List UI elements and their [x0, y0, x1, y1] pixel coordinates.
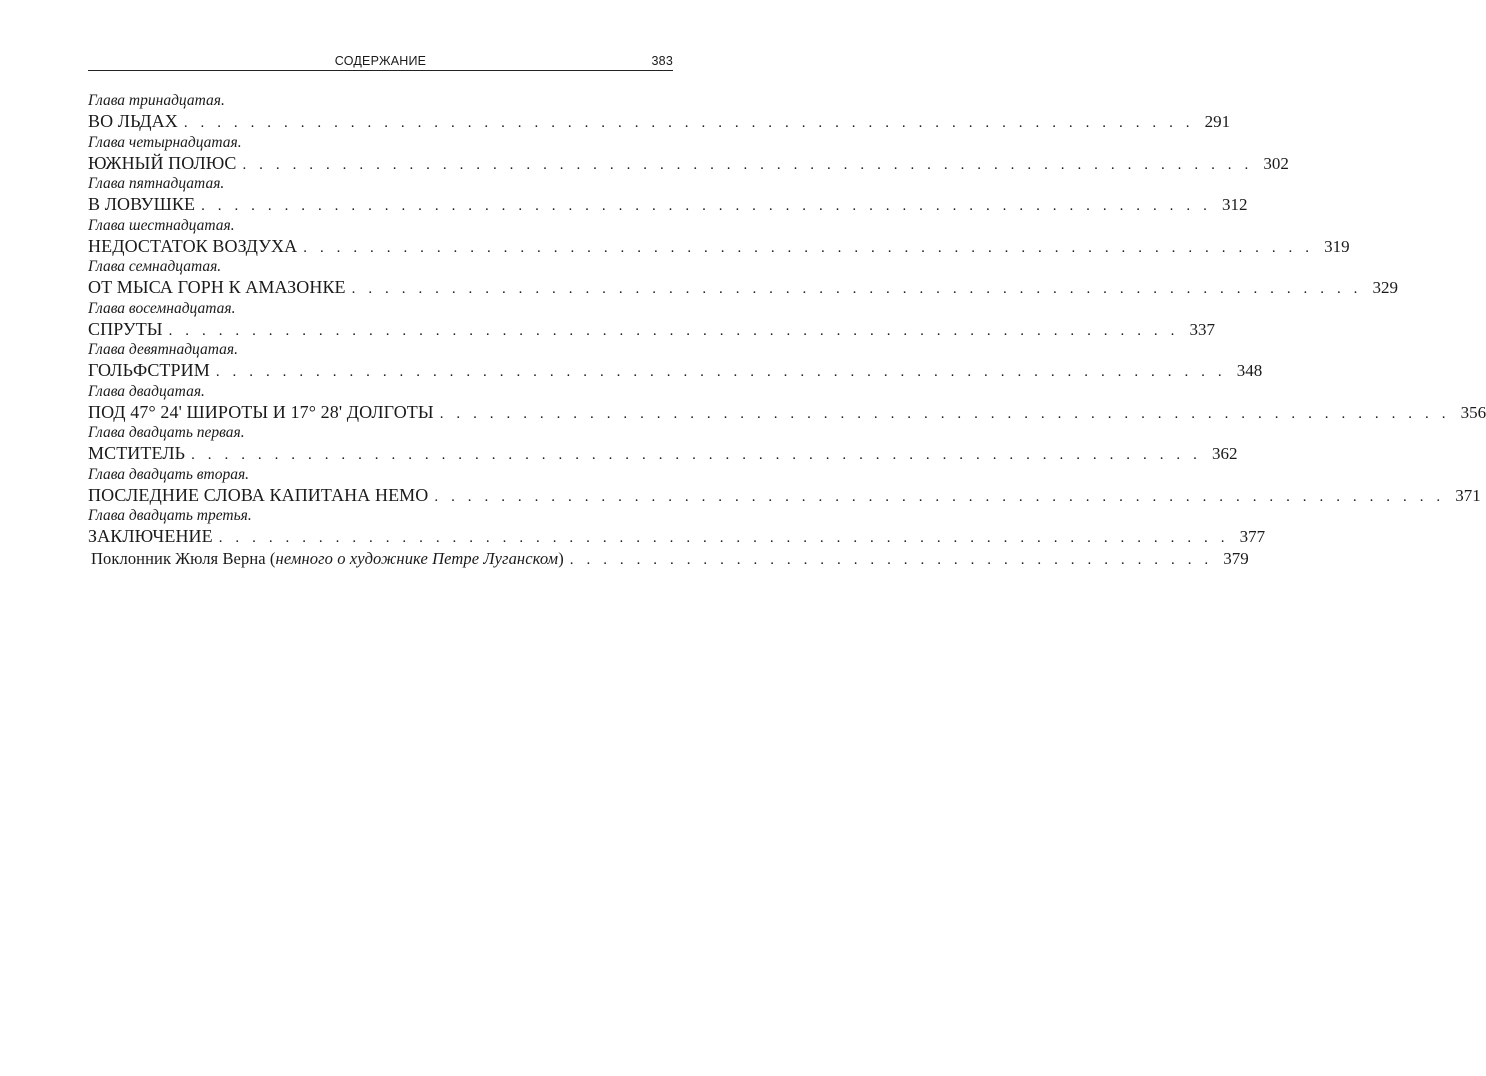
toc-item	[88, 340, 1263, 382]
dot-leader: . . . . . . . . . . . . . . . . . . . . . . . . . . . . . . . . . . . . . . . . . . . . . . . . . . . . . . . . . . . . .	[434, 488, 1445, 505]
chapter-label: Глава двадцать первая.	[88, 424, 245, 441]
toc-entry[interactable]	[88, 152, 1289, 175]
entry-page: 319	[1324, 236, 1350, 256]
dot-leader: . . . . . . . . . . . . . . . . . . . . . . . . . . . . . . . . . . . . . . . . . . . . . . . . . . . . . . . . . . . . .	[168, 322, 1179, 339]
toc-entry[interactable]	[88, 484, 1481, 507]
toc-item	[88, 257, 1399, 299]
toc-entry[interactable]	[88, 526, 1266, 548]
entry-page: 291	[1204, 112, 1231, 131]
toc-entry[interactable]	[88, 318, 1215, 341]
entry-title	[88, 402, 434, 424]
toc-item	[88, 174, 1248, 216]
dot-leader: . . . . . . . . . . . . . . . . . . . . . . . . . . . . . . . . . . . . . . . . . . . . . . . . . . . . . . . . . . . . .	[215, 364, 1227, 380]
toc-entry[interactable]	[88, 443, 1238, 465]
toc-item	[88, 299, 1215, 341]
afterword-subtitle: немного о художнике Петре Луганском	[275, 548, 559, 568]
chapter-label: Глава четырнадцатая.	[88, 133, 242, 151]
entry-title-part: ° 28' ДОЛГОТЫ	[308, 401, 434, 422]
entry-page: 377	[1239, 527, 1266, 546]
entry-title: МСТИТЕЛЬ	[88, 443, 186, 463]
entry-title: ВО ЛЬДАХ	[88, 111, 178, 131]
entry-title: ЗАКЛЮЧЕНИЕ	[88, 526, 213, 546]
chapter-label: Глава двадцать третья.	[88, 507, 252, 524]
entry-title: ГОЛЬФСТРИМ	[88, 360, 210, 380]
toc-entry[interactable]	[88, 194, 1248, 216]
entry-page: 379	[1223, 548, 1249, 568]
entry-title-part: ° 24' ШИРОТЫ И 17	[148, 401, 309, 422]
chapter-label: Глава семнадцатая.	[88, 258, 222, 275]
chapter-label: Глава двадцатая.	[88, 382, 205, 400]
chapter-label: Глава шестнадцатая.	[88, 216, 235, 234]
dot-leader: . . . . . . . . . . . . . . . . . . . . . . . . . . . . . . . . . . . . . . . . . . . . . . . . . . . . . . . . . . . . .	[242, 156, 1253, 173]
afterword-title	[91, 548, 564, 570]
toc-item	[88, 216, 1350, 258]
toc-item	[88, 91, 1231, 133]
chapter-label: Глава девятнадцатая.	[88, 341, 238, 358]
toc-item	[88, 423, 1238, 465]
running-header-title: СОДЕРЖАНИЕ	[334, 54, 427, 68]
toc-entry[interactable]	[88, 360, 1263, 382]
toc-entry[interactable]	[88, 277, 1399, 299]
entry-title: В ЛОВУШКЕ	[88, 194, 196, 214]
dot-leader: . . . . . . . . . . . . . . . . . . . . . . . . . . . . . . . . . . . . . . . . . . . . . . . . . . . . . . . . . . . . .	[439, 405, 1451, 422]
header-rule	[88, 70, 673, 71]
entry-page: 329	[1372, 278, 1399, 297]
afterword-title-text: Поклонник Жюля Верна	[91, 548, 266, 568]
dot-leader: . . . . . . . . . . . . . . . . . . . . . . . . . . . . . . . . . . . . . . .	[569, 551, 1213, 568]
entry-page: 312	[1221, 195, 1248, 214]
toc-item	[88, 465, 1481, 507]
afterword-paren-close: )	[558, 548, 564, 568]
afterword-paren-open: (	[269, 548, 276, 568]
chapter-label: Глава двадцать вторая.	[88, 465, 250, 483]
dot-leader: . . . . . . . . . . . . . . . . . . . . . . . . . . . . . . . . . . . . . . . . . . . . . . . . . . . . . . . . . . . . .	[218, 530, 1230, 546]
entry-page: 348	[1236, 361, 1263, 380]
dot-leader: . . . . . . . . . . . . . . . . . . . . . . . . . . . . . . . . . . . . . . . . . . . . . . . . . . . . . . . . . . . . .	[201, 198, 1212, 214]
toc-entry[interactable]	[88, 235, 1350, 258]
entry-page: 302	[1263, 153, 1289, 173]
entry-title: ОТ МЫСА ГОРН К АМАЗОНКЕ	[88, 277, 346, 297]
entry-title-part: ПОД 47	[88, 401, 149, 422]
entry-title: ЮЖНЫЙ ПОЛЮС	[88, 152, 237, 173]
toc-entry[interactable]	[88, 401, 1486, 424]
entry-page: 337	[1189, 319, 1215, 339]
entry-page: 371	[1455, 485, 1481, 505]
running-header	[88, 54, 673, 70]
dot-leader: . . . . . . . . . . . . . . . . . . . . . . . . . . . . . . . . . . . . . . . . . . . . . . . . . . . . . . . . . . . . .	[351, 281, 1363, 297]
chapter-label: Глава пятнадцатая.	[88, 175, 225, 192]
toc-item	[88, 133, 1289, 175]
chapter-label: Глава восемнадцатая.	[88, 299, 236, 317]
entry-page: 356	[1460, 402, 1486, 422]
dot-leader: . . . . . . . . . . . . . . . . . . . . . . . . . . . . . . . . . . . . . . . . . . . . . . . . . . . . . . . . . . . . .	[183, 115, 1195, 131]
entry-title: ПОСЛЕДНИЕ СЛОВА КАПИТАНА НЕМО	[88, 484, 429, 505]
entry-title: НЕДОСТАТОК ВОЗДУХА	[88, 235, 298, 256]
afterword-entry[interactable]	[88, 548, 1249, 570]
dot-leader: . . . . . . . . . . . . . . . . . . . . . . . . . . . . . . . . . . . . . . . . . . . . . . . . . . . . . . . . . . . . .	[191, 447, 1202, 463]
page-number: 383	[651, 54, 673, 68]
toc-item	[88, 506, 1266, 548]
toc-entry[interactable]	[88, 111, 1231, 133]
entry-title: СПРУТЫ	[88, 318, 163, 339]
toc-item	[88, 382, 1486, 424]
entry-page: 362	[1211, 444, 1238, 463]
table-of-contents	[88, 91, 1486, 569]
chapter-label: Глава тринадцатая.	[88, 92, 225, 109]
dot-leader: . . . . . . . . . . . . . . . . . . . . . . . . . . . . . . . . . . . . . . . . . . . . . . . . . . . . . . . . . . . . .	[303, 239, 1314, 256]
